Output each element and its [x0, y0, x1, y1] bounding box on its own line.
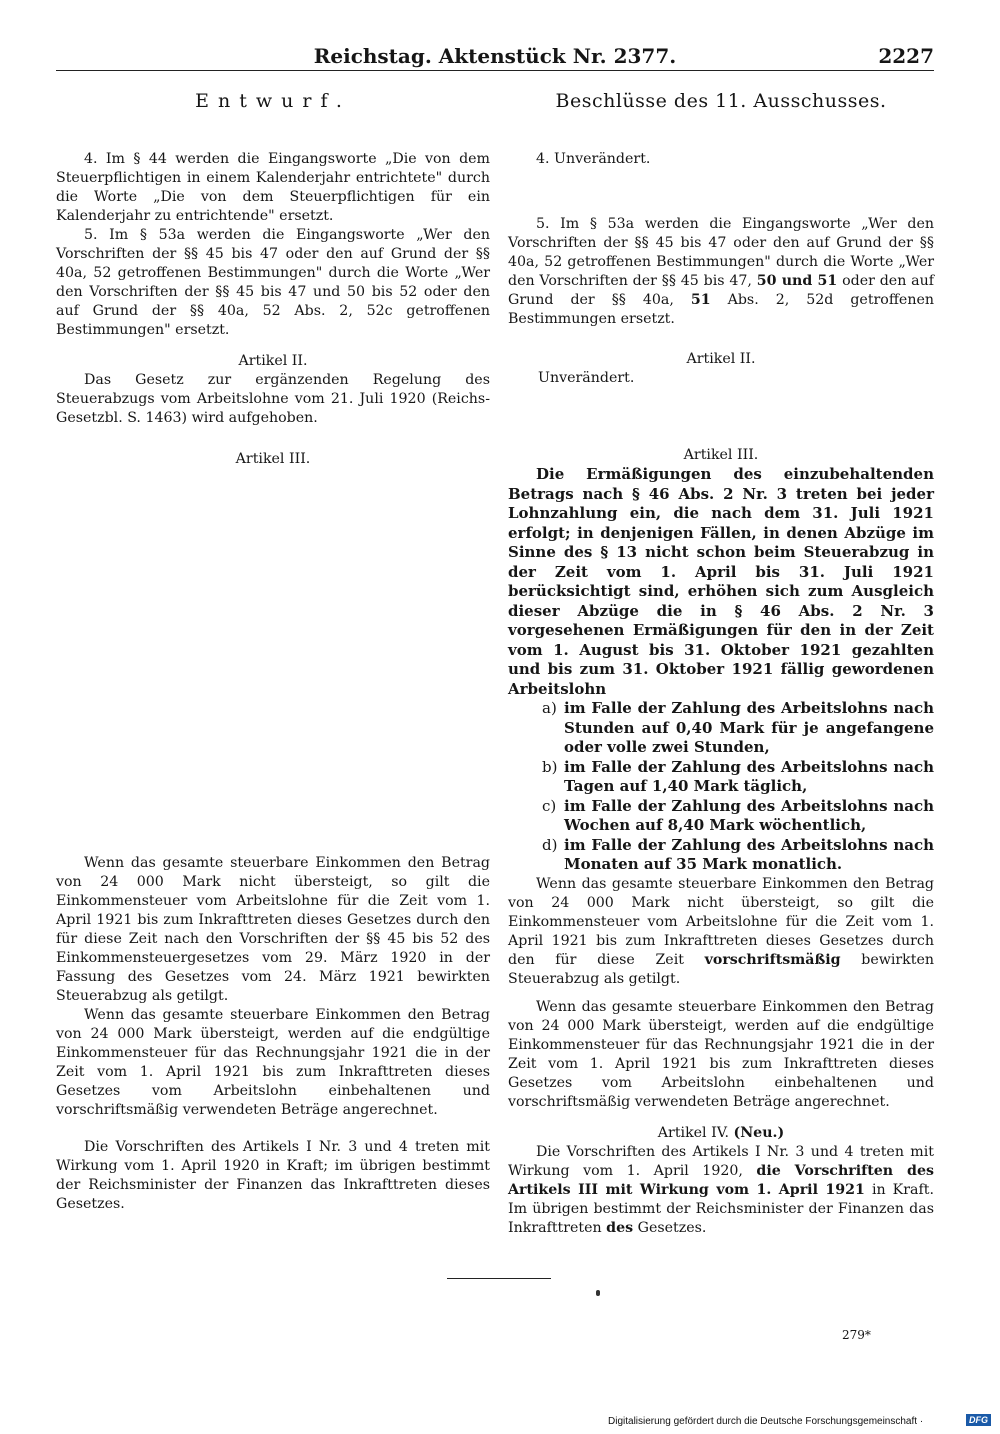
right-para-5 [508, 215, 934, 329]
list-item-text: im Falle der Zahlung des Arbeitslohns nach Stunden auf 0,40 Mark für je angefangene oder volle zwei Stunden, [564, 699, 934, 756]
list-marker: a) [542, 699, 557, 717]
left-heading-block [56, 92, 490, 111]
right-art4-title: Artikel IV. [657, 1125, 729, 1141]
right-para-5-a: 5. Im § 53a werden die Eingangsworte „Wer den Vorschriften der §§ 45 bis 47 oder den auf Grund der §§ 40a, 52 getroffenen Bestimmungen" durch die Worte „Wer den Vorschriften der §§ 45 bis 47, [508, 216, 934, 289]
list-item [508, 797, 934, 836]
list-marker: c) [542, 796, 557, 815]
list-item [508, 836, 934, 875]
right-art2-text: Unverändert. [538, 370, 635, 386]
list-marker: d) [542, 835, 558, 854]
right-section-1 [508, 150, 934, 169]
right-art4-new: (Neu.) [733, 1125, 785, 1141]
right-para-5-bold-2: 51 [690, 292, 711, 308]
left-article-3-body [56, 854, 490, 1120]
right-para-4: 4. Unverändert. [536, 151, 651, 167]
list-item [508, 699, 934, 758]
left-art2-title: Artikel II. [238, 353, 308, 369]
right-para-5-e: Abs. 2, 52d getroffenen Bestimmungen ersetzt. [508, 292, 934, 327]
running-title: Reichstag. Aktenstück Nr. 2377. [313, 44, 677, 68]
left-art3-title: Artikel III. [235, 451, 311, 467]
right-art2-title: Artikel II. [686, 351, 756, 367]
right-commencement-bold: die Vorschriften des Artikels III mit Wirkung vom 1. April 1921 [508, 1163, 934, 1198]
page-number: 2227 [878, 44, 934, 68]
left-article-3-title [56, 450, 490, 469]
closing-rule [447, 1278, 551, 1279]
right-para-5-bold-1: 50 und 51 [756, 273, 838, 289]
right-article-4 [508, 1124, 934, 1238]
right-para-5-c: oder den auf Grund der §§ 40a, [508, 273, 935, 308]
right-heading: Beschlüsse des 11. Ausschusses. [555, 90, 887, 112]
list-marker: b) [542, 757, 558, 776]
right-para-income-low-a: Wenn das gesamte steuerbare Einkommen den Betrag von 24 000 Mark nicht übersteigt, so gilt die Einkommensteuer vom Arbeitslohne für die Zeit vom 1. April 1921 bis zum Inkrafttreten dieses Gesetzes durch den für diese Zeit [508, 875, 934, 968]
sheet-mark: 279* [842, 1328, 871, 1342]
ink-mark [596, 1290, 600, 1296]
right-section-2 [508, 215, 934, 329]
left-para-4: 4. Im § 44 werden die Eingangsworte „Die von dem Steuerpflichtigen in einem Kalenderjahr entrichtete" durch die Worte „Die von dem Steuerpflichtigen für ein Kalenderjahr zu entrichtende" ersetzt. [56, 151, 490, 224]
right-article-3 [508, 446, 934, 989]
left-article-2 [56, 352, 490, 428]
right-para-income-low-bold: vorschriftsmäßig [704, 951, 841, 968]
right-commencement-c: in Kraft. Im übrigen bestimmt der Reichsminister der Finanzen das Inkrafttreten [508, 1182, 934, 1236]
list-item [508, 758, 934, 797]
right-para-income-high-block [508, 998, 934, 1112]
right-para-income-low-c: bewirkten Steuerabzug als getilgt. [508, 951, 935, 987]
digitization-credit: Digitalisierung gefördert durch die Deutsche Forschungsgemeinschaft · [608, 1416, 924, 1427]
right-commencement-des: des [606, 1220, 634, 1236]
right-heading-block [508, 92, 934, 111]
left-para-commencement: Die Vorschriften des Artikels I Nr. 3 und 4 treten mit Wirkung vom 1. April 1920 in Kraft; im übrigen bestimmt der Reichsminister der Finanzen das Inkrafttreten dieses Gesetzes. [56, 1139, 490, 1212]
left-heading: Entwurf. [195, 90, 351, 112]
right-para-income-high: Wenn das gesamte steuerbare Einkommen den Betrag von 24 000 Mark übersteigt, werden auf die endgültige Einkommensteuer für das Rechnungsjahr 1921 die in der Zeit vom 1. April 1921 bis zum Inkrafttreten dieses Gesetzes vom Arbeitslohn einbehaltenen und vorschriftsmäßig verwendeten Beträge angerechnet. [508, 999, 934, 1110]
left-section-1 [56, 150, 490, 340]
right-art3-list [508, 699, 934, 875]
right-article-2 [508, 350, 934, 388]
list-item-text: im Falle der Zahlung des Arbeitslohns nach Wochen auf 8,40 Mark wöchentlich, [564, 796, 934, 834]
right-para-income-low [508, 875, 934, 989]
left-para-5: 5. Im § 53a werden die Eingangsworte „Wer den Vorschriften der §§ 45 bis 47 oder den auf Grund der §§ 40a, 52 getroffenen Bestimmungen" durch die Worte „Wer den Vorschriften der §§ 45 bis 47 und 50 bis 52 oder den auf Grund der §§ 40a, 52 Abs. 2, 52c getroffenen Bestimmungen" ersetzt. [56, 227, 490, 338]
right-art3-title: Artikel III. [683, 447, 759, 463]
right-para-commencement [508, 1143, 934, 1238]
dfg-logo: DFG [966, 1414, 991, 1426]
list-item-text: im Falle der Zahlung des Arbeitslohns nach Tagen auf 1,40 Mark täglich, [564, 757, 934, 795]
list-item-text: im Falle der Zahlung des Arbeitslohns nach Monaten auf 35 Mark monatlich. [564, 835, 934, 873]
left-final-block [56, 1138, 490, 1214]
left-para-income-high: Wenn das gesamte steuerbare Einkommen den Betrag von 24 000 Mark übersteigt, werden auf die endgültige Einkommensteuer für das Rechnungsjahr 1921 die in der Zeit vom 1. April 1921 bis zum Inkrafttreten dieses Gesetzes vom Arbeitslohn einbehaltenen und vorschriftsmäßig verwendeten Beträge angerechnet. [56, 1007, 490, 1118]
right-commencement-e: Gesetzes. [637, 1220, 707, 1236]
left-art2-text: Das Gesetz zur ergänzenden Regelung des Steuerabzugs vom Arbeitslohne vom 21. Juli 1920 (Reichs-Gesetzbl. S. 1463) wird aufgehoben. [56, 372, 490, 426]
right-art4-title-line [508, 1124, 934, 1143]
right-commencement-a: Die Vorschriften des Artikels I Nr. 3 und 4 treten mit Wirkung vom 1. April 1920, [508, 1144, 934, 1179]
left-para-income-low: Wenn das gesamte steuerbare Einkommen den Betrag von 24 000 Mark nicht übersteigt, so gilt die Einkommensteuer vom Arbeitslohne für die Zeit vom 1. April 1921 bis zum Inkrafttreten dieses Gesetzes durch den für diese Zeit nach den Vorschriften der §§ 45 bis 52 des Einkommensteuergesetzes vom 29. März 1920 in der Fassung des Gesetzes vom 24. März 1921 bewirkten Steuerabzug als getilgt. [56, 855, 490, 1004]
running-head [56, 44, 934, 71]
right-art3-bold: Die Ermäßigungen des einzubehaltenden Betrags nach § 46 Abs. 2 Nr. 3 treten bei jeder Lohnzahlung ein, die nach dem 31. Juli 1921 erfolgt; in denjenigen Fällen, in denen Abzüge im Sinne des § 13 nicht schon beim Steuerabzug in der Zeit vom 1. April bis 31. Juli 1921 berücksichtigt sind, erhöhen sich zum Ausgleich dieser Abzüge die in § 46 Abs. 2 Nr. 3 vorgesehenen Ermäßigungen für den in der Zeit vom 1. August bis 31. Oktober 1921 gezahlten und bis zum 31. Oktober 1921 fällig gewordenen Arbeitslohn [508, 465, 934, 698]
